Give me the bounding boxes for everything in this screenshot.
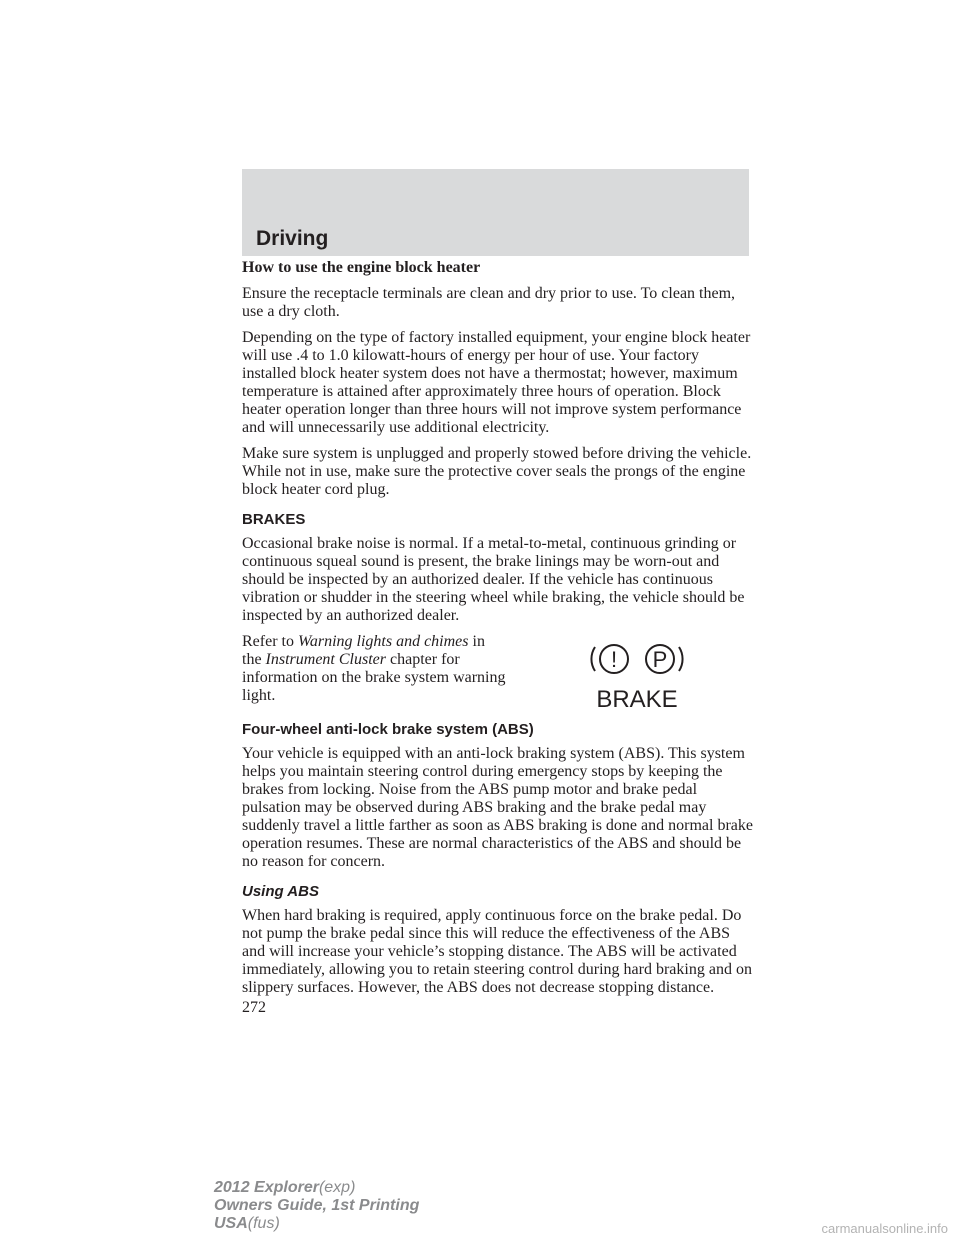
brakes-heading: BRAKES: [242, 511, 306, 528]
page-content: [242, 259, 754, 1017]
section-header-bar: [242, 169, 749, 256]
using-abs-heading: Using ABS: [242, 883, 319, 900]
brake-warning-icon: [582, 639, 692, 713]
footer-market: USA: [214, 1215, 248, 1232]
refer-suffix: chapter for information on the brake system warning light.: [242, 651, 506, 704]
brake-icon-exclamation: !: [610, 647, 618, 672]
abs-paragraph-2: When hard braking is required, apply continuous force on the brake pedal. Do not pump the brake pedal since this will reduce the effectiveness of the ABS and will increase your vehicle’s stopping distance. The ABS will be activated immediately, allowing you to retain steering control during hard braking and on slippery surfaces. However, the ABS does not decrease stopping distance.: [242, 907, 752, 996]
site-watermark: carmanualsonline.info: [821, 1221, 948, 1236]
document-footer: [214, 1179, 419, 1233]
block-heater-paragraph-2: Depending on the type of factory installed equipment, your engine block heater will use .4 to 1.0 kilowatt-hours of energy per hour of use. Your factory installed block heater system does not have a thermostat; however, maximum temperature is attained after approximately three hours of operation. Block heater operation longer than three hours will not improve system performance and will unnecessarily use additional electricity.: [242, 329, 751, 436]
footer-model-code: (exp): [318, 1179, 356, 1196]
section-title: Driving: [256, 227, 329, 250]
brake-icon-label: BRAKE: [596, 686, 678, 713]
brake-icon-park-letter: P: [652, 647, 668, 672]
footer-line-2: Owners Guide, 1st Printing: [214, 1197, 420, 1214]
warning-lights-chapter-ref: Warning lights and chimes: [297, 633, 469, 650]
abs-paragraph-1: Your vehicle is equipped with an anti-lock braking system (ABS). This system helps you maintain steering control during emergency stops by keeping the brakes from locking. Noise from the ABS pump motor and brake pedal pulsation may be observed during ABS braking and the brake pedal may suddenly travel a little farther as soon as ABS braking is done and normal brake operation resumes. These are normal characteristics of the ABS and should be no reason for concern.: [242, 745, 753, 870]
footer-model: 2012 Explorer: [214, 1179, 319, 1196]
block-heater-paragraph-3: Make sure system is unplugged and properly stowed before driving the vehicle. While not in use, make sure the protective cover seals the prongs of the engine block heater cord plug.: [242, 445, 752, 498]
page-number: 272: [242, 999, 266, 1016]
brake-reference-text: [242, 633, 507, 705]
brake-warning-reference: [242, 633, 754, 713]
refer-mid: in the: [242, 633, 485, 668]
instrument-cluster-chapter-ref: Instrument Cluster: [265, 651, 386, 668]
abs-heading: Four-wheel anti-lock brake system (ABS): [242, 721, 534, 738]
footer-market-code: (fus): [247, 1215, 280, 1232]
refer-prefix: Refer to: [242, 633, 298, 650]
footer-line-1: [214, 1179, 419, 1197]
brakes-paragraph-1: Occasional brake noise is normal. If a metal-to-metal, continuous grinding or continuous squeal sound is present, the brake linings may be worn-out and should be inspected by an authorized dealer. If the vehicle has continuous vibration or shudder in the steering wheel while braking, the vehicle should be inspected by an authorized dealer.: [242, 535, 745, 624]
footer-line-3: [214, 1215, 419, 1233]
block-heater-paragraph-1: Ensure the receptacle terminals are clean and dry prior to use. To clean them, use a dry cloth.: [242, 285, 736, 320]
block-heater-heading: How to use the engine block heater: [242, 259, 481, 276]
